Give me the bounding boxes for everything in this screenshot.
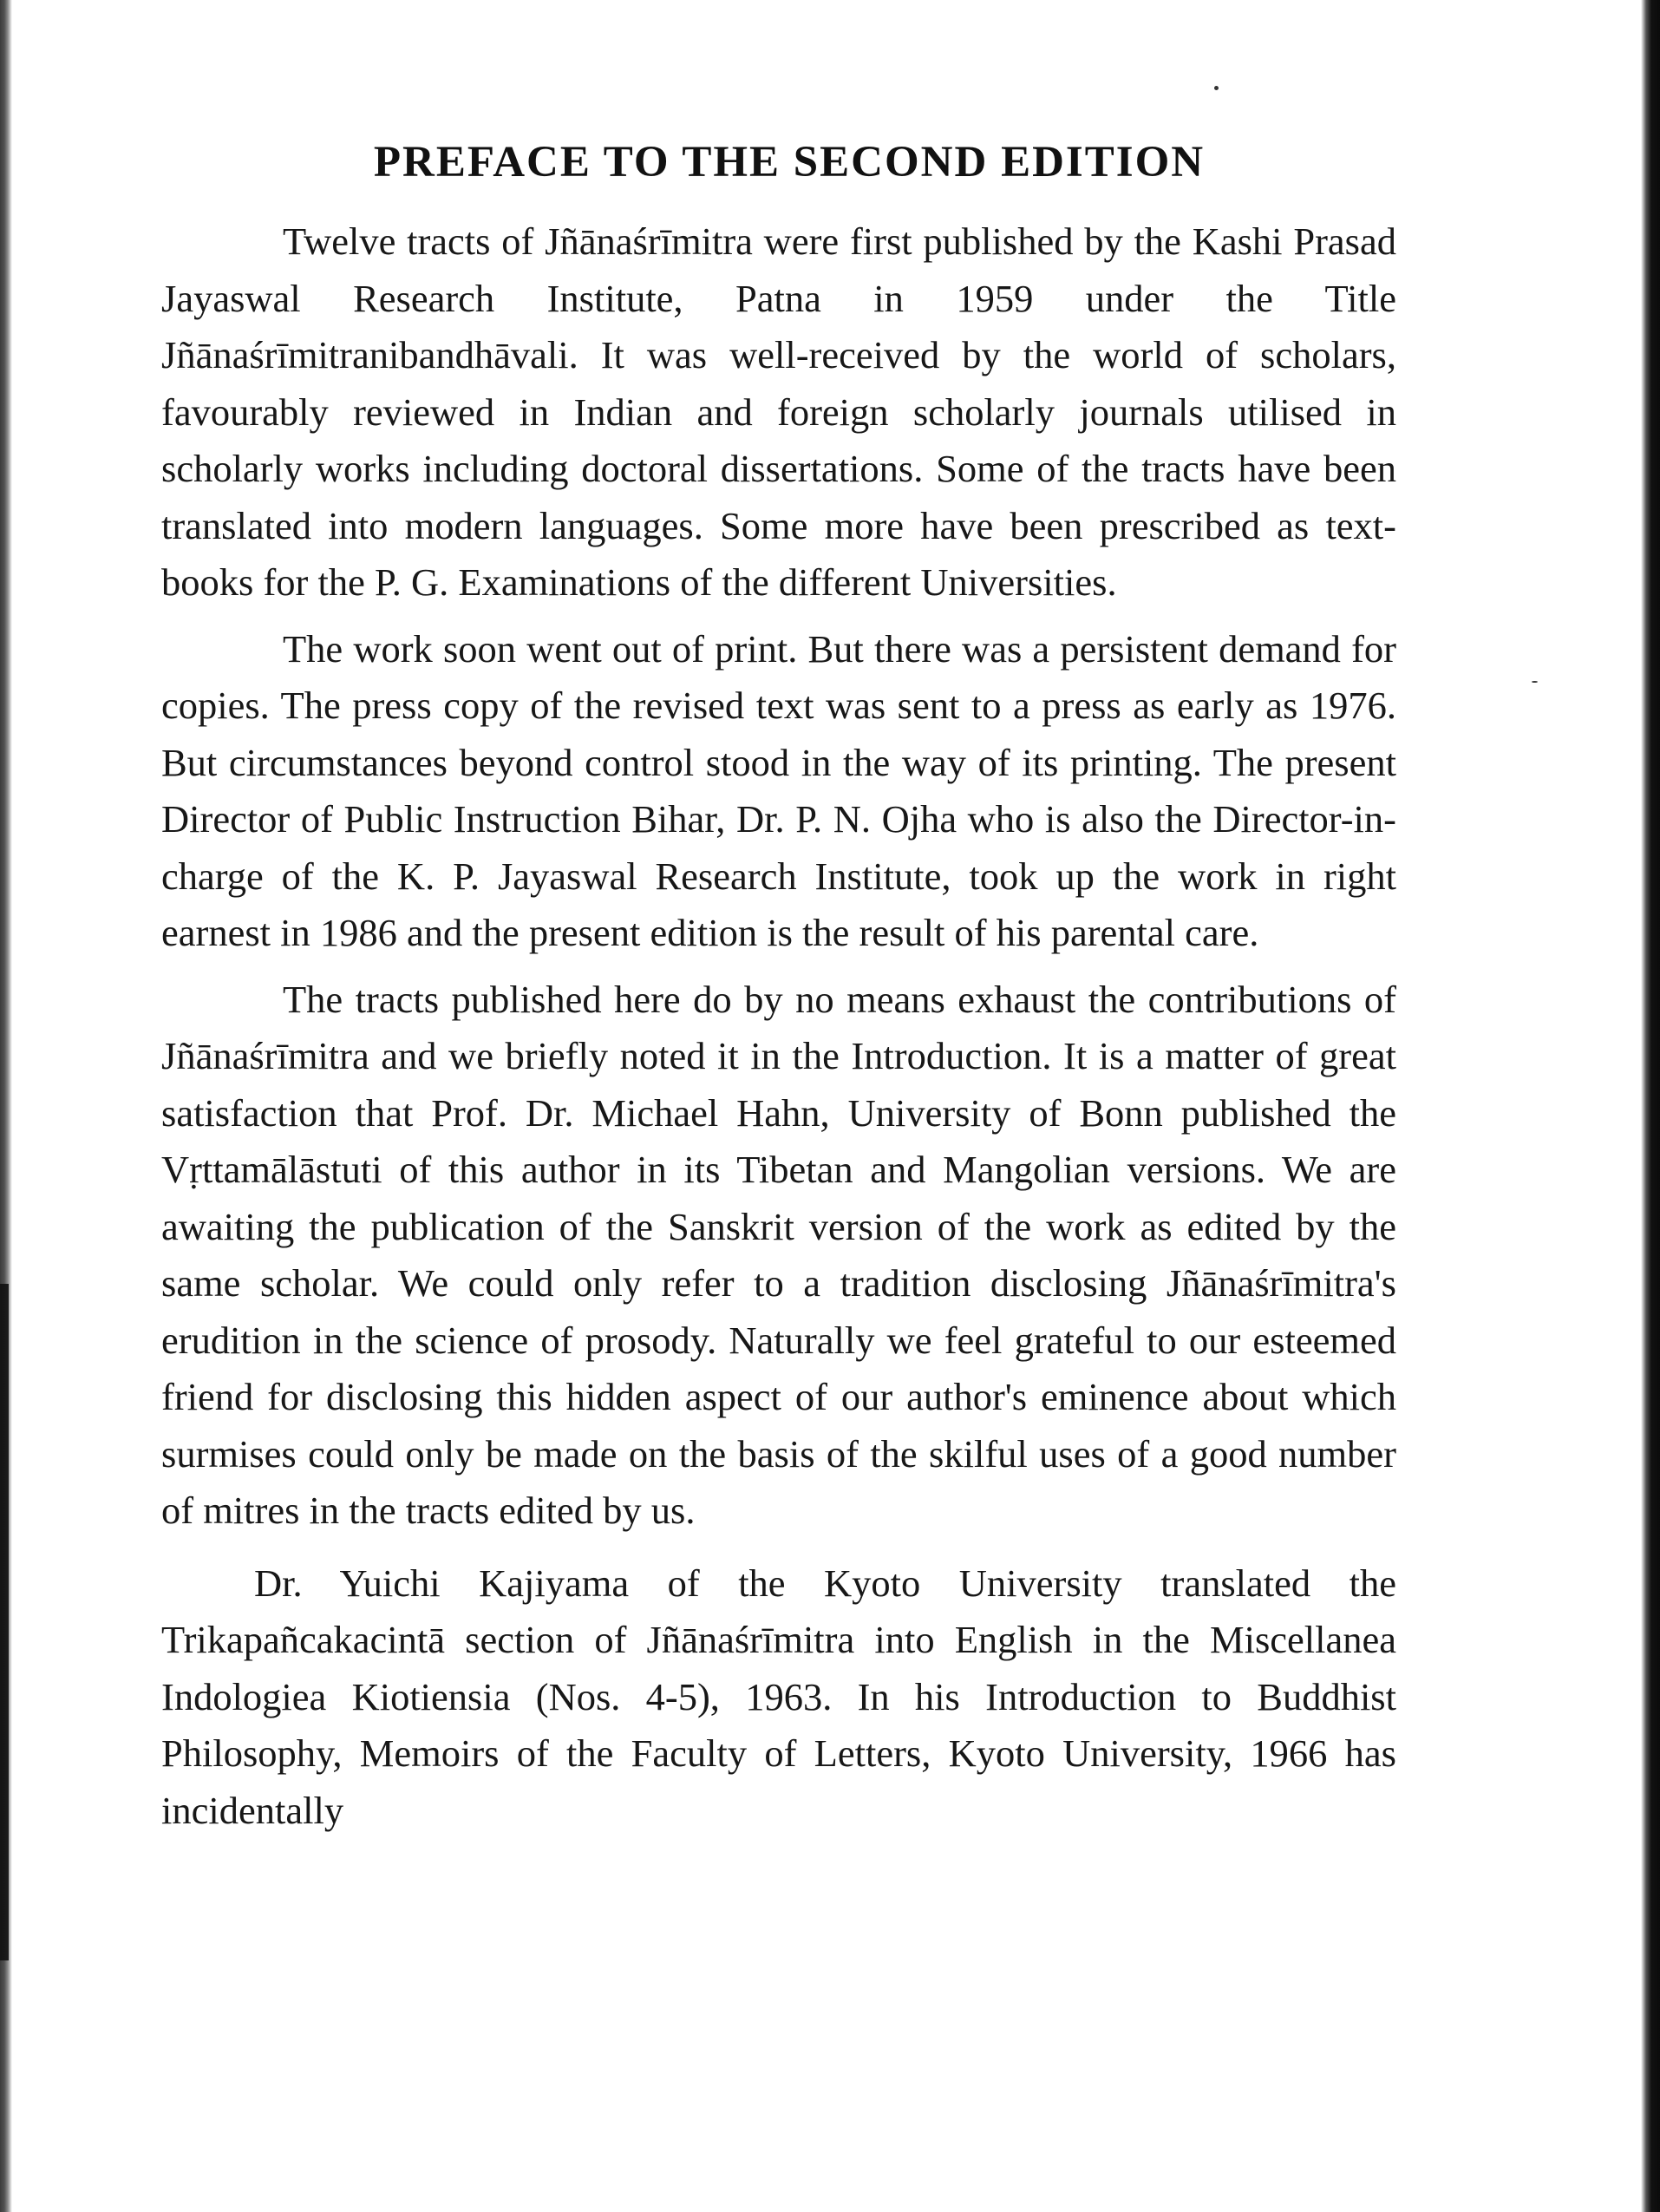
body-text bbox=[161, 213, 1396, 1849]
paragraph-kajiyama-translation: Dr. Yuichi Kajiyama of the Kyoto University translated the Trikapañcakacintā section of Jñānaśrīmitra into English in the Miscellanea Indologiea Kiotiensia (Nos. 4-5), 1963. In his Introduction to Buddhist Philosophy, Memoirs of the Faculty of Letters, Kyoto University, 1966 has incidentally bbox=[161, 1561, 1396, 1832]
scan-speck bbox=[1532, 681, 1538, 683]
page-title: PREFACE TO THE SECOND EDITION bbox=[373, 138, 1206, 187]
right-page-edge bbox=[1641, 0, 1660, 2212]
paragraph-reprint-history: The work soon went out of print. But there was a persistent demand for copies. The press copy of the revised text was sent to a press as early as 1976. But circumstances beyond control stood in the way of its printing. The present Director of Public Instruction Bihar, Dr. P. N. Ojha who is also the Director-in-charge of the K. P. Jayaswal Research Institute, took up the work in right earnest in 1986 and the present edition is the result of his parental care. bbox=[161, 626, 1396, 954]
paragraph-further-contributions: The tracts published here do by no means exhaust the contributions of Jñānaśrīmitra and we briefly noted it in the Introduction. It is a matter of great satisfaction that Prof. Dr. Michael Hahn, University of Bonn published the Vṛttamālāstuti of this author in its Tibetan and Mangolian versions. We are awaiting the publication of the Sanskrit version of the work as edited by the same scholar. We could only refer to a tradition disclosing Jñānaśrīmitra's erudition in the science of prosody. Naturally we feel grateful to our esteemed friend for disclosing this hidden aspect of our author's eminence about which surmises could only be made on the basis of the skilful uses of a good number of mitres in the tracts edited by us. bbox=[161, 977, 1396, 1532]
left-edge-shadow bbox=[0, 1284, 9, 1960]
paragraph-first-edition: Twelve tracts of Jñānaśrīmitra were first published by the Kashi Prasad Jayaswal Research Institute, Patna in 1959 under the Title Jñānaśrīmitranibandhāvali. It was well-received by the world of scholars, favourably reviewed in Indian and foreign scholarly journals utilised in scholarly works including doctoral dissertations. Some of the tracts have been translated into modern languages. Some more have been prescribed as text-books for the P. G. Examinations of the different Universities. bbox=[161, 219, 1396, 604]
scan-speck bbox=[1214, 86, 1219, 90]
